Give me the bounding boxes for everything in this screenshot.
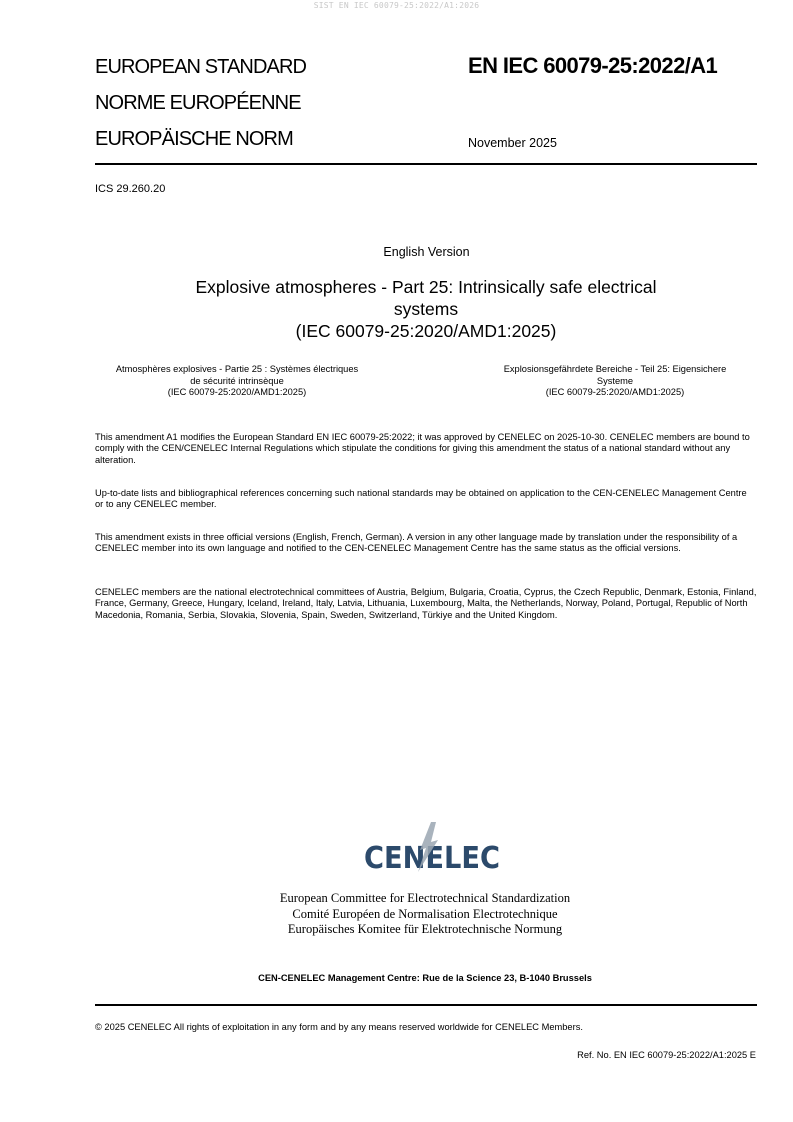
organization-name-de: Europäisches Komitee für Elektrotechnische Normung [287, 922, 563, 936]
standard-number: EN IEC 60079-25:2022/A1 [468, 53, 718, 78]
title-line-1: Explosive atmospheres - Part 25: Intrinsically safe electrical [195, 277, 657, 297]
subtitle-de-line-1: Explosionsgefährdete Bereiche - Teil 25: Eigensichere [503, 364, 727, 374]
document-title [160, 276, 692, 342]
standard-type-fr: NORME EUROPÉENNE [95, 92, 301, 114]
versions-paragraph: This amendment exists in three official versions (English, French, German). A version in any other language made by translation under the responsibility of a CENELEC member into its own language and notified to the CEN-CENELEC Management Centre has the same status as the official versions. [95, 532, 738, 554]
reference-number: Ref. No. EN IEC 60079-25:2022/A1:2025 E [577, 1050, 756, 1060]
copyright-notice: © 2025 CENELEC All rights of exploitation in any form and by any means reserved worldwide for CENELEC Members. [95, 1022, 583, 1032]
subtitle-fr-line-3: (IEC 60079-25:2020/AMD1:2025) [167, 387, 307, 397]
watermark: SIST EN IEC 60079-25:2022/A1:2026 [313, 1, 480, 10]
subtitle-german [465, 364, 765, 399]
organization-name-en: European Committee for Electrotechnical Standardization [279, 891, 571, 905]
ics-code: ICS 29.260.20 [95, 183, 166, 195]
organization-names [200, 891, 650, 938]
publication-date: November 2025 [468, 136, 557, 150]
subtitle-french [87, 364, 387, 399]
subtitle-de-line-3: (IEC 60079-25:2020/AMD1:2025) [545, 387, 685, 397]
standard-type-en: EUROPEAN STANDARD [95, 56, 307, 78]
footer-divider [95, 1004, 757, 1006]
references-paragraph: Up-to-date lists and bibliographical references concerning such national standards may be obtained on application to the CEN-CENELEC Management Centre or to any CENELEC member. [95, 488, 747, 510]
standard-type-de: EUROPÄISCHE NORM [95, 128, 293, 150]
approval-paragraph: This amendment A1 modifies the European Standard EN IEC 60079-25:2022; it was approved by CENELEC on 2025-10-30. CENELEC members are bound to comply with the CEN/CENELEC Internal Regulations which stipulate the conditions for giving this amendment the status of a national standard without any alteration. [95, 432, 750, 465]
cenelec-logo-text: CENELEC [364, 841, 500, 876]
organization-name-fr: Comité Européen de Normalisation Electrotechnique [292, 906, 558, 921]
title-line-2: systems [393, 299, 459, 319]
subtitle-de-line-2: Systeme [596, 375, 634, 386]
subtitle-fr-line-2: de sécurité intrinsèque [190, 375, 284, 386]
version-label: English Version [383, 245, 470, 259]
header-divider [95, 163, 757, 165]
subtitle-fr-line-1: Atmosphères explosives - Partie 25 : Systèmes électriques [115, 364, 359, 374]
members-paragraph: CENELEC members are the national electrotechnical committees of Austria, Belgium, Bulgaria, Croatia, Cyprus, the Czech Republic, Denmark, Estonia, Finland, France, Germany, Greece, Hungary, Iceland, Ireland, Italy, Latvia, Lithuania, Luxembourg, Malta, the Netherlands, Norway, Poland, Portugal, Republic of North Macedonia, Romania, Serbia, Slovakia, Slovenia, Spain, Sweden, Switzerland, Türkiye and the United Kingdom. [95, 587, 757, 620]
cenelec-logo [360, 818, 505, 876]
title-line-3: (IEC 60079-25:2020/AMD1:2025) [295, 321, 557, 341]
management-centre-address: CEN-CENELEC Management Centre: Rue de la Science 23, B-1040 Brussels [258, 973, 592, 983]
